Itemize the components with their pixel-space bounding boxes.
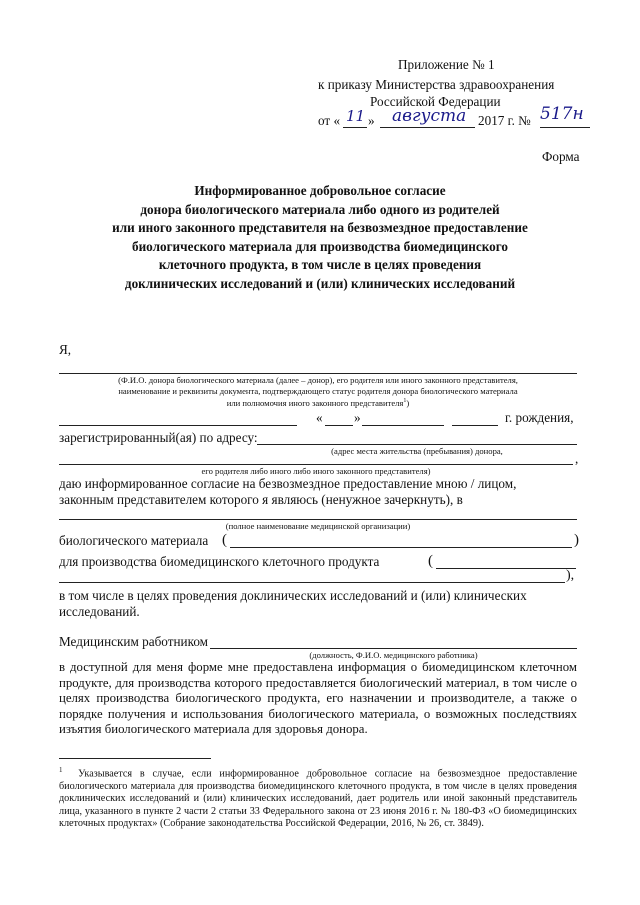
donor-note-line: (Ф.И.О. донора биологического материала (далее – донор), его родителя или иного законного представителя, <box>118 375 518 385</box>
document-field[interactable] <box>59 425 297 426</box>
production-label: для производства биомедицинского клеточного продукта <box>59 554 380 569</box>
parent-note: его родителя либо иного либо иного законного представителя) <box>201 466 431 476</box>
paren-open-2: ( <box>428 553 433 569</box>
date-month: августа <box>392 106 467 126</box>
footnote-ref: 1 <box>403 398 407 405</box>
date-day-line <box>343 127 367 128</box>
doc-number: 517н <box>540 104 584 124</box>
purpose-line-1: в том числе в целях проведения доклинических исследований и (или) клинических <box>59 588 527 603</box>
title-line: донора биологического материала либо одного из родителей <box>140 201 500 217</box>
title-line: Информированное добровольное согласие <box>194 183 446 198</box>
med-worker-field[interactable] <box>210 648 577 649</box>
paren-close: ) <box>574 532 579 548</box>
address-field[interactable] <box>257 444 577 445</box>
bio-material-label: биологического материала <box>59 533 209 548</box>
info-paragraph: в доступной для меня форме мне предоставлена информация о биомедицинском клеточном продукте, для производства которого предоставляется биологический материал, в том числе о целях производства биологического продукта, его назначении и производителе, а также о порядке получения и использования биологического материала, о возможных последствиях изъятия биологического материала для здоровья донора. <box>59 660 577 737</box>
date-mid: » <box>368 113 375 128</box>
date-close-quote: » <box>354 410 361 425</box>
birth-month-field[interactable] <box>362 425 444 426</box>
date-day: 11 <box>346 107 366 125</box>
donor-note <box>59 375 577 409</box>
footnote-marker: 1 <box>59 766 63 774</box>
paren-close-comma: ), <box>566 568 575 583</box>
footnote-separator <box>59 758 211 759</box>
order-country: Российской Федерации <box>370 94 501 109</box>
paren-open: ( <box>222 532 227 548</box>
birth-suffix: г. рождения, <box>505 410 574 425</box>
product-field-2[interactable] <box>59 582 565 583</box>
order-ministry: к приказу Министерства здравоохранения <box>318 77 555 92</box>
donor-note-close: ) <box>406 398 410 409</box>
bio-material-field[interactable] <box>230 547 572 548</box>
date-year: 2017 г. № <box>478 113 531 128</box>
birth-day-field[interactable] <box>325 425 353 426</box>
footnote <box>59 764 577 830</box>
doc-number-line <box>540 127 590 128</box>
purpose-line-2: исследований. <box>59 604 140 619</box>
pronoun-ya: Я, <box>59 342 72 357</box>
title-line: клеточного продукта, в том числе в целях проведения <box>158 257 482 272</box>
organization-note: (полное наименование медицинской организации) <box>225 521 411 531</box>
title-line: биологического материала для производства биомедицинского <box>131 238 509 254</box>
donor-name-field[interactable] <box>59 373 577 374</box>
date-month-line <box>380 127 475 128</box>
footnote-text: Указывается в случае, если информированное добровольное согласие на безвозмездное предоставление биологического материала для производства биомедицинского клеточного продукта, в том числе в целях проведения доклинических исследований и (или) клинических исследований, дает родитель или иной законный представитель лица, указанного в пункте 2 части 2 статьи 33 Федерального закона от 23 июня 2016 г. № 180-ФЗ «О биомедицинских клеточных продуктах» (Собрание законодательства Российской Федерации, 2016, № 26, ст. 3849). <box>59 768 577 830</box>
birth-year-field[interactable] <box>452 425 498 426</box>
donor-note-line: наименование и реквизиты документа, подтверждающего статус родителя донора биологического материала <box>118 385 518 396</box>
date-prefix: от « <box>318 113 341 128</box>
med-worker-label: Медицинским работником <box>59 634 209 649</box>
consent-line-1: даю информированное согласие на безвозмездное предоставление мною / лицом, <box>59 476 517 491</box>
form-label: Форма <box>542 149 580 164</box>
appendix-number: Приложение № 1 <box>398 57 495 72</box>
med-worker-note: (должность, Ф.И.О. медицинского работника) <box>309 650 478 660</box>
title-line: доклинических исследований и (или) клинических исследований <box>124 275 516 291</box>
address-field-2[interactable] <box>59 464 573 465</box>
donor-note-text: или полномочия иного законного представителя <box>226 398 404 409</box>
registered-label: зарегистрированный(ая) по адресу: <box>59 430 258 445</box>
document-title <box>60 182 580 293</box>
address-comma: , <box>575 451 579 466</box>
address-note: (адрес места жительства (пребывания) донора, <box>331 446 503 456</box>
consent-line-2: законным представителем которого я являюсь (ненужное зачеркнуть), в <box>59 492 463 507</box>
title-line: или иного законного представителя на безвозмездное предоставление <box>112 220 528 235</box>
donor-note-line <box>59 396 577 408</box>
product-field[interactable] <box>436 568 576 569</box>
date-open-quote: « <box>316 410 323 425</box>
organization-field[interactable] <box>59 519 577 520</box>
